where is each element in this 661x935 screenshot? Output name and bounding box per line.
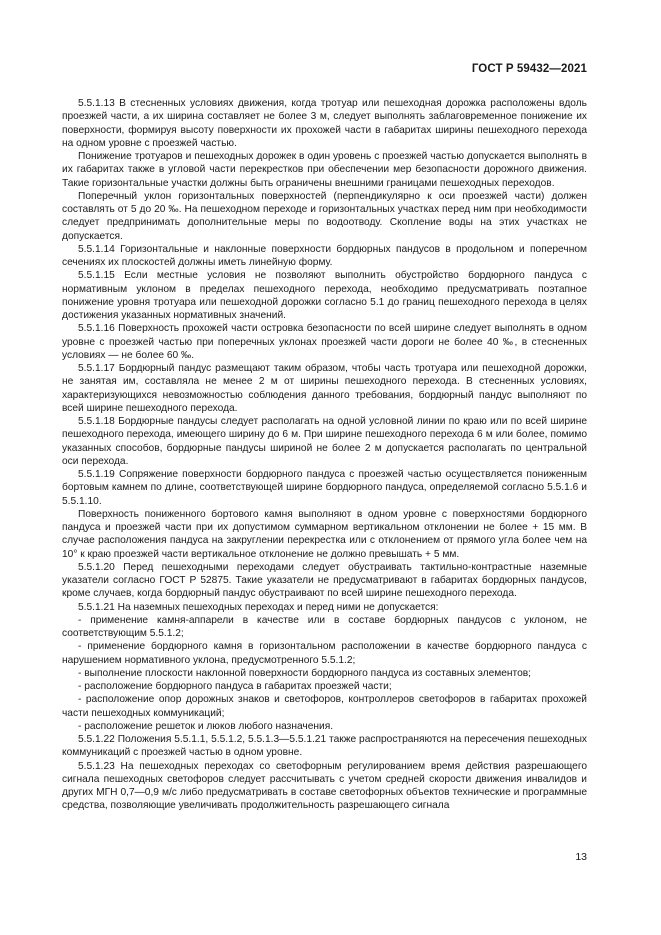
paragraph: 5.5.1.19 Сопряжение поверхности бордюрного пандуса с проезжей частью осуществляется пониженным бортовым камнем по длине, соответствующей ширине бордюрного пандуса, определяемой согласно 5.5.1.6 и 5.5.1.10. bbox=[62, 469, 587, 507]
paragraph: 5.5.1.13 В стесненных условиях движения, когда тротуар или пешеходная дорожка расположены вдоль проезжей части, а их ширина составляет не более 3 м, следует выполнять заблаговременное понижение их поверхности, формируя высоту поверхности их прохожей части в габаритах ширины пешеходного перехода на одном уровне с проезжей частью. bbox=[62, 98, 587, 149]
paragraph: 5.5.1.15 Если местные условия не позволяют выполнить обустройство бордюрного пандуса с нормативным уклоном в пределах пешеходного перехода, необходимо предусматривать поэтапное понижение уровня тротуара или пешеходной дорожки согласно 5.1 до границ пешеходного перехода в целях достижения указанных нормативных значений. bbox=[62, 270, 587, 321]
paragraph: 5.5.1.14 Горизонтальные и наклонные поверхности бордюрных пандусов в продольном и поперечном сечениях их плоскостей должны иметь линейную форму. bbox=[62, 243, 587, 268]
paragraph: 5.5.1.22 Положения 5.5.1.1, 5.5.1.2, 5.5.1.3—5.5.1.21 также распространяются на пересечения пешеходных коммуникаций с проезжей частью в одном уровне. bbox=[62, 734, 587, 759]
page-number: 13 bbox=[575, 851, 587, 863]
paragraph: 5.5.1.17 Бордюрный пандус размещают таким образом, чтобы часть тротуара или пешеходной дорожки, не занятая им, составляла не менее 2 м от ширины пешеходного перехода. В стесненных условиях, характеризующихся невозможностью соблюдения данного требования, бордюрный пандус выполняют по всей ширине пешеходного перехода. bbox=[62, 363, 587, 414]
document-body bbox=[62, 97, 587, 813]
list-item: - расположение бордюрного пандуса в габаритах проезжей части; bbox=[78, 681, 392, 692]
list-item: - выполнение плоскости наклонной поверхности бордюрного пандуса из составных элементов; bbox=[78, 667, 531, 679]
paragraph: 5.5.1.18 Бордюрные пандусы следует располагать на одной условной линии по краю или по всей ширине пешеходного перехода, имеющего ширину до 6 м. При ширине пешеходного перехода 6 м или более, помимо указанных способов, бордюрные пандусы шириной не более 2 м допускается располагать по центральной оси перехода. bbox=[62, 416, 587, 467]
list-item: - расположение опор дорожных знаков и светофоров, контроллеров светофоров в габаритах прохожей части пешеходных коммуникаций; bbox=[62, 694, 587, 719]
paragraph: 5.5.1.21 На наземных пешеходных переходах и перед ними не допускается: bbox=[78, 601, 439, 613]
paragraph: Поперечный уклон горизонтальных поверхностей (перпендикулярно к оси проезжей части) должен составлять от 5 до 20 ‰. На пешеходном переходе и горизонтальных участках перед ним при необходимости следует предпринимать дополнительные меры по водоотводу. Скопление воды на этих участках не допускается. bbox=[62, 190, 587, 242]
list-item: - применение камня-аппарели в качестве или в составе бордюрных пандусов с уклоном, не соответствующим 5.5.1.2; bbox=[62, 614, 587, 639]
list-item: - применение бордюрного камня в горизонтальном расположении в качестве бордюрного пандуса с нарушением нормативного уклона, предусмотренного 5.5.1.2; bbox=[62, 641, 587, 666]
paragraph: 5.5.1.23 На пешеходных переходах со светофорным регулированием время действия разрешающего сигнала пешеходных светофоров следует рассчитывать с учетом средней скорости движения инвалидов и других МГН 0,7—0,9 м/с либо предусматривать в составе светофорных объектов технические и программные средства, позволяющие увеличивать продолжительность разрешающего сигнала bbox=[62, 760, 587, 812]
paragraph: 5.5.1.20 Перед пешеходными переходами следует обустраивать тактильно-контрастные наземные указатели согласно ГОСТ Р 52875. Такие указатели не предусматривают в габаритах бордюрных пандусов, кроме случаев, когда бордюрный пандус обустраивают по всей ширине пешеходного перехода. bbox=[62, 561, 587, 600]
list-item: - расположение решеток и люков любого назначения. bbox=[78, 720, 334, 732]
paragraph: Поверхность пониженного бортового камня выполняют в одном уровне с поверхностями бордюрного пандуса и проезжей части при их допустимом суммарном вертикальном отклонении не более + 15 мм. В случае расположения пандуса на закруглении перекрестка или с отклонением от прямого угла более чем на 10° к краю проезжей части вертикальное отклонение не должно превышать + 5 мм. bbox=[62, 508, 587, 560]
paragraph: 5.5.1.16 Поверхность прохожей части островка безопасности по всей ширине следует выполнять в одном уровне с проезжей частью при поперечных уклонах проезжей части дороги не более 40 ‰, в стесненных условиях — не более 60 ‰. bbox=[62, 323, 587, 361]
paragraph: Понижение тротуаров и пешеходных дорожек в один уровень с проезжей частью допускается выполнять в их габаритах также в угловой части перекрестков при обеспечении мер безопасности дорожного движения. Такие горизонтальные участки должны быть ограничены внешними границами пешеходных переходов. bbox=[62, 151, 587, 189]
document-code-header: ГОСТ Р 59432—2021 bbox=[471, 63, 587, 75]
